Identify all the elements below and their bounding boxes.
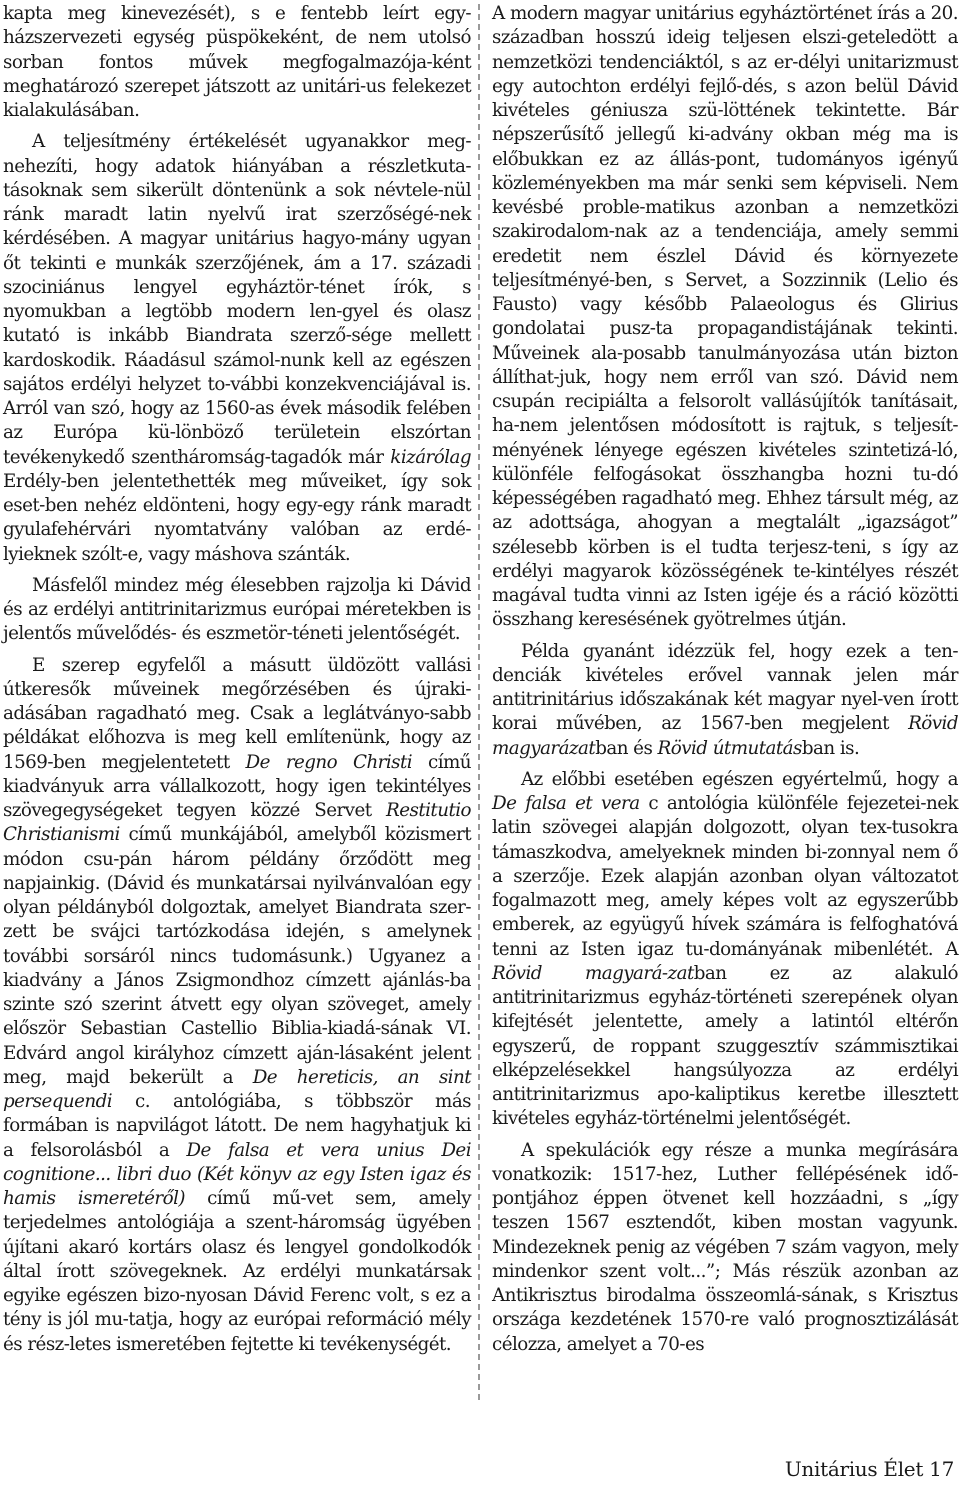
page-footer: Unitárius Élet 17 [784, 1457, 954, 1481]
paragraph-text: című munkájából, amelyből közismert módon csu-pán három példány őrződött meg napjainkig. (Dávid és munkatársai nyilvánvalóan egy olyan példányból dolgoztak, amelyet Biandrata szer-zett be svájci tartózkodása idején, s amelynek további sorsáról nincs tudomásunk.) Ugyanez a kiadvány a János Zsigmondhoz címzett ajánlás-ba szinte szó szerint átvett egy olyan szöveget, amely először Sebastian Castellio Biblia-kiadá-sának VI. Edvárd angol királyhoz címzett aján-lásaként jelent meg, majd bekerült a [3, 824, 471, 1088]
paragraph [3, 654, 471, 1357]
italic-title: De regno Christi [245, 751, 413, 773]
left-text-column [3, 2, 471, 1357]
paragraph [3, 130, 471, 567]
column-divider [478, 4, 480, 1400]
italic-title: Rövid magyará-zat [492, 962, 694, 984]
paragraph-text: című kiadványuk arra vállalkozott, hogy igen tekintélyes szövegegységeket tegyen közzé Servet [3, 751, 471, 821]
paragraph [492, 2, 958, 633]
italic-title: Restitutio Christianismi [3, 800, 471, 846]
italic-title: Rövid magyarázat [492, 713, 958, 759]
paragraph [3, 574, 471, 647]
paragraph [492, 1139, 958, 1357]
paragraph [492, 768, 958, 1132]
paragraph-text: Példa gyanánt idézzük fel, hogy ezek a ten-denciák kivételes erővel vannak jelen már antitrinitárius időszakának két magyar nyel-ven írott korai művében, az 1567-ben megjelent [492, 640, 958, 735]
paragraph-text: Az előbbi esetében egészen egyértelmű, hogy a [521, 768, 958, 790]
right-text-column [492, 2, 958, 1357]
paragraph-text: c. antológiába, s többször más formában is napvilágot látott. De nem hagyhatjuk ki a felsorolásból a [3, 1091, 471, 1161]
italic-title: Rövid útmutatás [657, 737, 802, 759]
paragraph [3, 2, 471, 123]
paragraph-text: kapta meg kinevezését), s e fentebb leírt egy-házszervezeti egység püspökeként, de nem utolsó sorban fontos művek megfogalmazója-ként meghatározó szerepet játszott az unitári-us felekezet kialakulásában. [3, 3, 471, 121]
paragraph-text: A teljesítmény értékelését ugyanakkor meg-nehezíti, hogy adatok hiányában a részletkuta-tásoknak sem sikerült döntenünk a sok névtele-nül ránk maradt latin nyelvű irat szerzőségé-nek kérdésében. A magyar unitárius hagyo-mány ugyan őt tekinti e munkák szerzőjének, ám a 17. századi szociniánus lengyel egyháztör-ténet írók, s nyomukban a legtöbb modern len-gyel és olasz kutató is inkább Biandrata szerző-sége mellett kardoskodik. Ráadásul számol-nunk kell az egészen sajátos erdélyi helyzet to-vábbi konzekvenciájával is. Arról van szó, hogy az 1560-as évek második felében az Európa kü-lönböző területein elszórtan tevékenykedő szentháromság-tagadók már [3, 131, 471, 468]
paragraph-text: E szerep egyfelől a másutt üldözött vallási útkeresők műveinek megőrzésében és újraki-adásában ragadható meg. Csak a leglátványo-sabb példákat előhozva is meg kell említenünk, hogy az 1569-ben megjelentetett [3, 654, 471, 773]
paragraph-text: Erdély-ben jelentethették meg műveiket, így sok eset-ben nehéz eldönteni, hogy egy-egy ránk maradt gyulafehérvári nyomtatvány valóban az erdé-lyieknek szólt-e, vagy máshova szánták. [3, 470, 471, 565]
paragraph-text: Másfelől mindez még élesebben rajzolja ki Dávid és az erdélyi antitrinitarizmus európai méretekben is jelentős művelődés- és eszmetör-téneti jelentőségét. [3, 574, 471, 645]
paragraph-text: ban is. [801, 737, 860, 759]
italic-title: De falsa et vera [492, 793, 640, 814]
paragraph-text: A modern magyar unitárius egyháztörténet írás a 20. században hosszú ideig teljesen elszi-geteledött a nemzetközi tendenciáktól, s az er-délyi unitarizmust egy autochton erdélyi fejlő-dés, s azon belül Dávid kivételes géniusza szü-löttének tekintette. Bár népszerűsítő jellegű ki-advány okban még ma is előbukkan ez az állás-pont, tudományos igényű közleményekben ma már senki sem képviseli. Nem kevésbé proble-matikus azonban a nemzetközi szakirodalom-nak az a tendenciája, amely semmi eredetit nem észlel Dávid és környezete teljesítményé-ben, s Servet, a Sozzinnik (Lelio és Fausto) vagy később Palaeologus és Glirius gondolatai pusz-ta propagandistájának tekinti. Műveinek ala-posabb tanulmányozása után bizton állíthat-juk, hogy nem erről van szó. Dávid nem csupán recipiálta a felsorolt vallásújítók tanításait, ha-nem jelentősen módosított is rajtuk, s teljesít-ményének lényege egészen kivételes szintetizá-ló, különféle felfogásokat összhangba hozni tu-dó képességében ragadható meg. Ehhez társult még, az az adottsága, ahogyan a megtalált „igazságot” szélesebb körben is el tudta terjesz-teni, s így az erdélyi magyarok közösségének te-kintélyes részét magával tudta vinni az Isten igéje és a ráció közötti összhang keresésének gyötrelmes útján. [492, 3, 958, 631]
paragraph-text: című mű-vet sem, amely terjedelmes antológiája a szent-háromság ügyében újítani akaró kortárs olasz és lengyel gondolkodók által írott szövegeknek. Az erdélyi munkatársak egyike egészen bizo-nyosan Dávid Ferenc volt, s ez a tény is jól mu-tatja, hogy az európai reformáció mély és rész-letes ismeretében fejtette ki tevékenységét. [3, 1188, 471, 1355]
paragraph-text: c antológia különféle fejezetei-nek latin szövegei alapján dolgozott, olyan tex-tusokra támaszkodva, amelyeknek minden bi-zonnyal nem ő a szerzője. Ezek alapján azonban olyan változatot fogalmazott meg, amely képes volt az egyszerűbb emberek, az együgyű hívek számára is felfoghatóvá tenni az Isten igaz tu-dományának mibenlétét. A [492, 793, 958, 960]
paragraph [492, 640, 958, 761]
paragraph-text: ban és [595, 737, 658, 759]
italic-text: kizárólag [390, 446, 471, 468]
italic-title: De falsa et vera unius Dei cognitione... libri duo (Két könyv az egy Isten igaz és hamis ismeretéről) [3, 1139, 471, 1209]
italic-title: De hereticis, an sint persequendi [3, 1066, 471, 1112]
paragraph-text: A spekulációk egy része a munka megírására vonatkozik: 1517-hez, Luther fellépésének idő-pontjához éppen ötvenet kell hozzáadni, s „így teszen 1567 esztendőt, kiben mostan vagyunk. Mindezeknek penig az végében 7 szám vagyon, mely mindenkor szent volt...”; Más részük azonban az Antikrisztus birodalma összeomlá-sának, s Krisztus országa kezdetének 1570-re való prognosztizálását célozza, amelyet a 70-es [492, 1139, 958, 1355]
paragraph-text: ban ez az alakuló antitrinitarizmus egyház-történeti szerepének olyan kifejtését jelentette, amely a latintól eltérőn egyszerű, de roppant szuggesztív számmisztikai elképzelésekkel hangsúlyozza az erdélyi antitrinitarizmus apo-kaliptikus keretbe illesztett kivételes egyház-történelmi jelentőségét. [492, 962, 958, 1130]
